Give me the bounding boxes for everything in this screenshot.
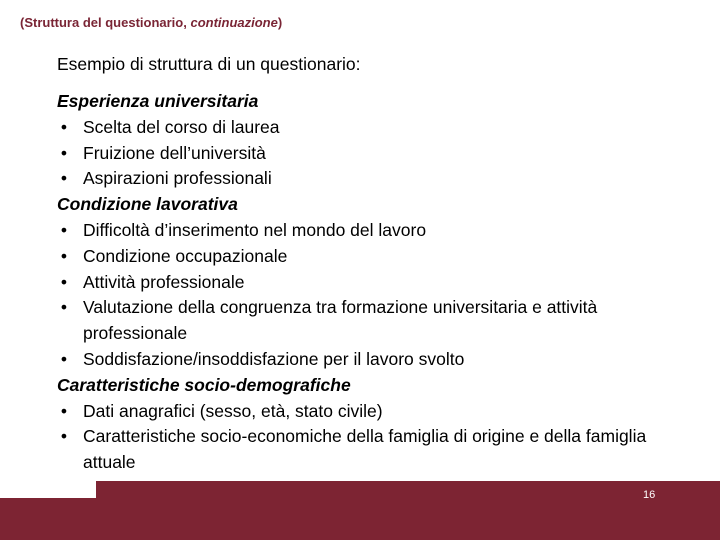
list-item-text: Condizione occupazionale	[83, 245, 288, 266]
list-item-text: Difficoltà d’inserimento nel mondo del lavoro	[83, 219, 427, 240]
bullet-icon: •	[60, 297, 68, 318]
bullet-icon: •	[60, 426, 68, 447]
bullet-icon: •	[60, 400, 68, 421]
list-item-text: Fruizione dell’università	[83, 142, 266, 163]
header-italic: continuazione	[190, 15, 278, 30]
list-item-text: Caratteristiche socio-economiche della famiglia di origine e della famiglia attuale	[83, 426, 647, 473]
list-item	[57, 244, 657, 270]
bullet-icon: •	[60, 271, 68, 292]
page-number: 16	[643, 489, 656, 501]
questionnaire-structure	[57, 89, 657, 476]
header-prefix: (Struttura del questionario,	[20, 15, 191, 30]
list-item-text: Soddisfazione/insoddisfazione per il lavoro svolto	[83, 348, 465, 369]
section-title: Caratteristiche socio-demografiche	[57, 374, 351, 395]
list-item	[57, 141, 657, 167]
bullet-icon: •	[60, 219, 68, 240]
bullet-icon: •	[60, 168, 68, 189]
bullet-icon: •	[60, 142, 68, 163]
list-item	[57, 295, 657, 347]
bullet-icon: •	[60, 348, 68, 369]
list-item	[57, 424, 657, 476]
list-item	[57, 399, 657, 425]
section-title: Condizione lavorativa	[57, 194, 238, 215]
bullet-icon: •	[60, 116, 68, 137]
list-item-text: Scelta del corso di laurea	[83, 116, 280, 137]
list-item-text: Attività professionale	[83, 271, 245, 292]
list-item	[57, 166, 657, 192]
list-item	[57, 347, 657, 373]
section-esperienza	[57, 89, 657, 192]
bullet-icon: •	[60, 245, 68, 266]
section-condizione	[57, 192, 657, 373]
section-title: Esperienza universitaria	[57, 91, 259, 111]
list-item	[57, 270, 657, 296]
header-suffix: )	[277, 15, 283, 30]
footer-notch	[0, 481, 96, 498]
footer-bar	[0, 481, 720, 540]
list-item-text: Dati anagrafici (sesso, età, stato civile)	[83, 400, 383, 421]
list-item-text: Valutazione della congruenza tra formazione universitaria e attività professionale	[83, 297, 598, 344]
list-item	[57, 218, 657, 244]
list-item	[57, 115, 657, 141]
list-item-text: Aspirazioni professionali	[83, 168, 272, 189]
section-caratteristiche	[57, 373, 657, 476]
slide-header	[20, 15, 282, 30]
intro-text: Esempio di struttura di un questionario:	[57, 54, 361, 74]
